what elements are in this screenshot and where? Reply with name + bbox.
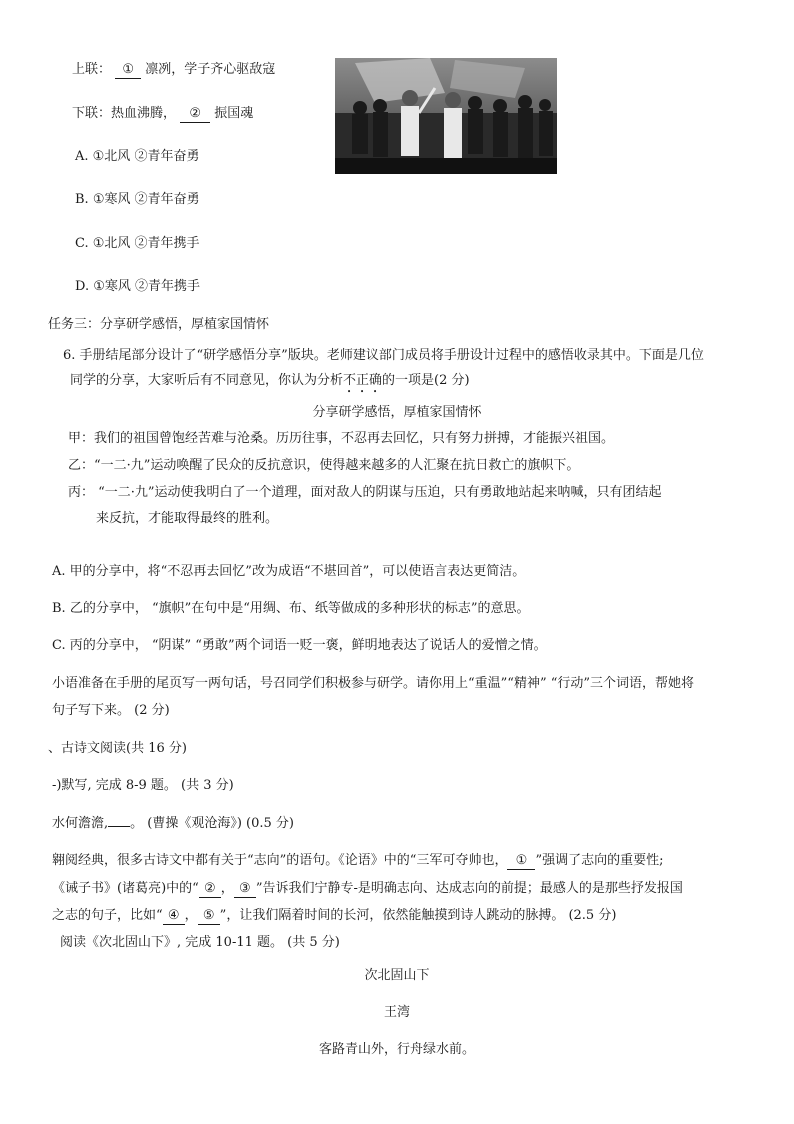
- q5-option-a[interactable]: A. ①北风 ②青年奋勇: [75, 149, 200, 164]
- poem-title: 次北固山下: [364, 968, 430, 983]
- q8-prefix: 水何澹澹,: [52, 816, 109, 831]
- q6-stem-points: 的一项是(2 分): [382, 373, 470, 388]
- q6-share-bing-2: 来反抗，才能取得最终的胜利。: [96, 511, 279, 526]
- q9-comma-2: ，: [184, 908, 198, 923]
- blank-2[interactable]: ②: [180, 106, 210, 123]
- q6-share-jia: 甲：我们的祖国曾饱经苦难与沧桑。历历往事，不忍再去回忆，只有努力拼搏，才能振兴祖国。: [68, 431, 615, 446]
- couplet-upper-text: 凛冽，学子齐心驱敌寇: [145, 62, 276, 77]
- q6-option-b[interactable]: B. 乙的分享中， “旗帜”在句中是“用绸、布、纸等做成的多种形状的标志”的意思。: [52, 601, 530, 616]
- q6-stem-text: 同学的分享，大家听后有不同意见，你认为分析: [70, 373, 344, 388]
- q9-text-4: ”告诉我们宁静专-是明确志向、达成志向的前提；最感人的是那些抒发报国: [255, 881, 683, 896]
- subsection1-heading: -)默写, 完成 8-9 题。 (共 3 分): [52, 778, 234, 793]
- historical-photo: [335, 58, 557, 174]
- q9-blank-5[interactable]: ⑤: [198, 908, 220, 925]
- q5-option-d[interactable]: D. ①寒风 ②青年携手: [75, 279, 201, 294]
- poem-author: 王湾: [383, 1005, 410, 1020]
- q9-blank-1[interactable]: ①: [507, 853, 535, 870]
- couplet-upper: [72, 61, 275, 79]
- q6-option-c[interactable]: C. 丙的分享中， “阴谋” “勇敢”两个词语一贬一褒，鲜明地表达了说话人的爱憎之情。: [52, 638, 547, 653]
- couplet-lower-text: 振国魂: [214, 106, 254, 121]
- subsection2-heading: 阅读《次北固山下》, 完成 10-11 题。 (共 5 分): [60, 935, 340, 950]
- q9-text-2: ”强调了志向的重要性;: [535, 853, 664, 868]
- q5-option-c[interactable]: C. ①北风 ②青年携手: [75, 236, 200, 251]
- q9-blank-2[interactable]: ②: [199, 881, 221, 898]
- blank-1[interactable]: ①: [115, 62, 141, 79]
- q9-text-3: 《诫子书》(诸葛亮)中的“: [52, 881, 199, 896]
- couplet-lower: [72, 105, 253, 123]
- q9-text-5: 之志的句子，比如“: [52, 908, 163, 923]
- section2-heading: 、古诗文阅读(共 16 分): [48, 741, 187, 756]
- q6-emphasis: 不正确: [343, 373, 383, 388]
- q9-comma-1: ，: [220, 881, 234, 896]
- q9-line3: [52, 907, 616, 925]
- q9-text-1: 翱阅经典，很多古诗文中都有关于“志向”的语句。《论语》中的“三军可夺帅也，: [52, 853, 508, 868]
- q6-share-yi: 乙：“一二·九”运动唤醒了民众的反抗意识，使得越来越多的人汇聚在抗日救亡的旗帜下。: [68, 458, 580, 473]
- q5-option-b[interactable]: B. ①寒风 ②青年奋勇: [75, 192, 200, 207]
- q6-option-a[interactable]: A. 甲的分享中，将“不忍再去回忆”改为成语“不堪回首”，可以使语言表达更简洁。: [52, 564, 526, 579]
- q7-line1: 小语准备在手册的尾页写一两句话，号召同学们积极参与研学。请你用上“重温”“精神” “行动”三个词语，帮她将: [52, 676, 695, 691]
- q8-suffix: 。 (曹操《观沧海》) (0.5 分): [130, 816, 294, 831]
- couplet-lower-label: 下联：热血沸腾，: [72, 106, 177, 121]
- q6-share-bing-1: 丙： “一二·九”运动使我明白了一个道理，面对敌人的阴谋与压迫，只有勇敢地站起来呐喊，只有团结起: [68, 485, 662, 500]
- q7-line2: 句子写下来。 (2 分): [52, 703, 170, 718]
- q8-line: [52, 815, 294, 833]
- q9-blank-3[interactable]: ③: [234, 881, 256, 898]
- q9-line1: [52, 852, 663, 870]
- q9-text-6: ”，让我们隔着时间的长河，依然能触摸到诗人跳动的脉搏。 (2.5 分): [219, 908, 617, 923]
- q9-blank-4[interactable]: ④: [163, 908, 185, 925]
- q6-box-title: 分享研学感悟，厚植家国情怀: [312, 405, 482, 420]
- q8-blank[interactable]: [108, 826, 130, 827]
- task3-heading: 任务三：分享研学感悟，厚植家国情怀: [48, 317, 270, 332]
- q6-stem-line1: 6. 手册结尾部分设计了“研学感悟分享”版块。老师建议部门成员将手册设计过程中的感悟收录其中。下面是几位: [63, 348, 704, 363]
- couplet-upper-label: 上联：: [72, 62, 112, 77]
- q6-stem-line2: [70, 372, 470, 396]
- poem-line-1: 客路青山外，行舟绿水前。: [318, 1042, 475, 1057]
- q9-line2: [52, 880, 683, 898]
